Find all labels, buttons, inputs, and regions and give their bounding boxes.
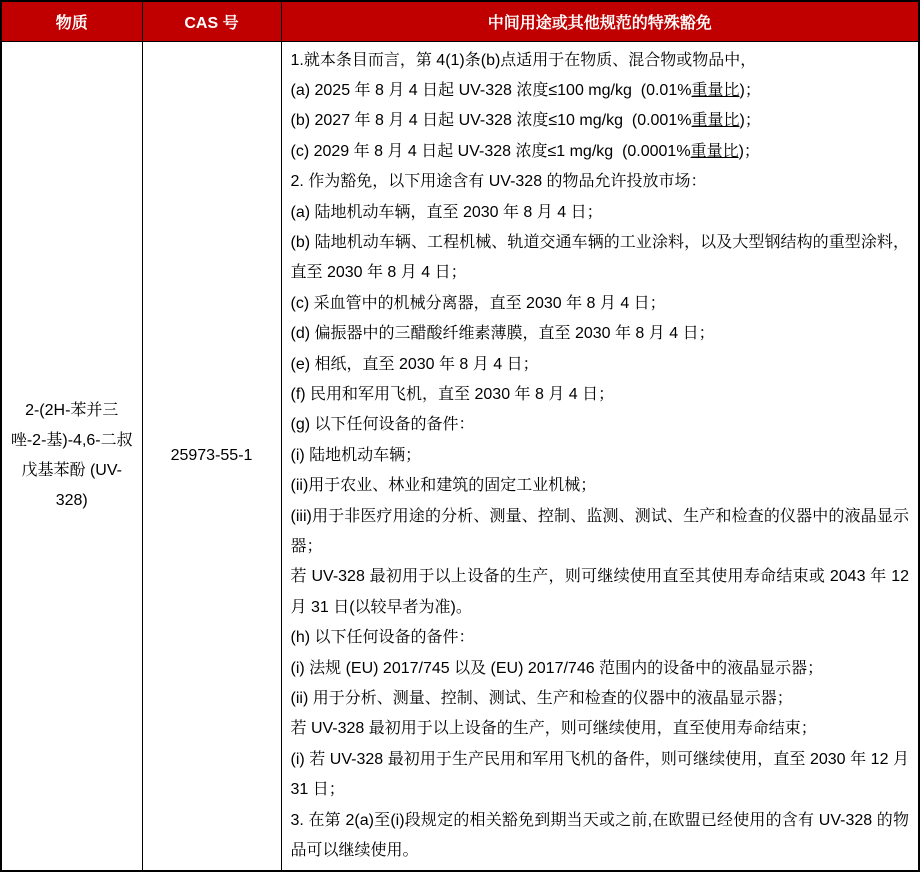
exemption-paragraph xyxy=(291,76,910,106)
text-run: )； xyxy=(739,112,761,130)
text-run: (iii)用于非医疗用途的分析、测量、控制、监测、测试、生产和检查的仪器中的液晶显示器； xyxy=(290,507,909,555)
text-run: 2. 作为豁免，以下用途含有 UV-328 的物品允许投放市场： xyxy=(290,173,707,191)
exemption-paragraph xyxy=(291,502,910,563)
text-run: (i) 法规 (EU) 2017/745 以及 (EU) 2017/746 范围内的设备中的液晶显示器； xyxy=(290,659,824,677)
exemption-paragraph xyxy=(291,46,910,76)
exemption-paragraph xyxy=(291,319,910,349)
exemption-paragraph xyxy=(291,623,910,653)
exemption-paragraph xyxy=(291,745,910,806)
exemption-paragraph xyxy=(291,350,910,380)
text-run: (b) 陆地机动车辆、工程机械、轨道交通车辆的工业涂料，以及大型钢结构的重型涂料，直至 2030 年 8 月 4 日； xyxy=(290,233,909,282)
text-run: (i) 陆地机动车辆； xyxy=(290,446,422,464)
text-run: (a) 2025 年 8 月 4 日起 UV-328 浓度≤100 mg/kg (0.01% xyxy=(290,81,692,99)
text-run: (c) 2029 年 8 月 4 日起 UV-328 浓度≤1 mg/kg (0.0001% xyxy=(290,142,691,160)
data-row xyxy=(1,41,919,871)
exemption-paragraph xyxy=(291,198,910,228)
underlined-text-run: 重量比 xyxy=(690,142,739,160)
exemption-paragraph xyxy=(291,106,910,136)
exemption-paragraph xyxy=(291,289,910,319)
text-run: (a) 陆地机动车辆，直至 2030 年 8 月 4 日； xyxy=(290,203,603,221)
exemption-paragraph xyxy=(291,714,910,744)
text-run: 若 UV-328 最初用于以上设备的生产，则可继续使用直至其使用寿命结束或 2043 年 12 月 31 日(以较早者为准)。 xyxy=(290,568,909,616)
text-run: )； xyxy=(739,81,761,99)
exemption-paragraph xyxy=(291,684,910,714)
exemption-paragraph xyxy=(291,441,910,471)
exemption-cell-content xyxy=(291,46,910,867)
header-cell-exemption: 中间用途或其他规范的特殊豁免 xyxy=(281,1,919,41)
text-run: (c) 采血管中的机械分离器，直至 2030 年 8 月 4 日； xyxy=(290,294,666,312)
cas-cell: 25973-55-1 xyxy=(142,41,281,871)
text-run: (b) 2027 年 8 月 4 日起 UV-328 浓度≤10 mg/kg (0.001% xyxy=(290,112,692,130)
text-run: (f) 民用和军用飞机，直至 2030 年 8 月 4 日； xyxy=(290,385,615,403)
substance-cell: 2-(2H-苯并三唑-2-基)-4,6-二叔戊基苯酚 (UV-328) xyxy=(1,41,142,871)
text-run: 1.就本条目而言，第 4(1)条(b)点适用于在物质、混合物或物品中， xyxy=(290,51,757,69)
text-run: (g) 以下任何设备的备件： xyxy=(290,416,475,434)
exemption-paragraph xyxy=(291,137,910,167)
text-run: 若 UV-328 最初用于以上设备的生产，则可继续使用，直至使用寿命结束； xyxy=(290,720,817,738)
text-run: 3. 在第 2(a)至(i)段规定的相关豁免到期当天或之前,在欧盟已经使用的含有 UV-328 的物品可以继续使用。 xyxy=(290,811,909,860)
underlined-text-run: 重量比 xyxy=(691,81,740,99)
exemption-paragraph xyxy=(291,806,910,867)
exemption-paragraph xyxy=(291,471,910,501)
underlined-text-run: 重量比 xyxy=(691,112,740,130)
exemption-paragraph xyxy=(291,562,910,623)
text-run: (d) 偏振器中的三醋酸纤维素薄膜，直至 2030 年 8 月 4 日； xyxy=(290,325,715,343)
exemption-paragraph xyxy=(291,654,910,684)
exemption-paragraph xyxy=(291,167,910,197)
text-run: (ii)用于农业、林业和建筑的固定工业机械； xyxy=(290,477,597,495)
exemption-paragraph xyxy=(291,228,910,289)
exemption-paragraph xyxy=(291,380,910,410)
text-run: (i) 若 UV-328 最初用于生产民用和军用飞机的备件，则可继续使用，直至 2030 年 12 月 31 日； xyxy=(290,750,909,799)
header-row xyxy=(1,1,919,41)
text-run: (ii) 用于分析、测量、控制、测试、生产和检查的仪器中的液晶显示器； xyxy=(290,690,793,708)
text-run: )； xyxy=(738,142,760,160)
header-cell-cas: CAS 号 xyxy=(142,1,281,41)
text-run: (h) 以下任何设备的备件： xyxy=(290,629,475,647)
text-run: (e) 相纸，直至 2030 年 8 月 4 日； xyxy=(290,355,539,373)
exemption-paragraph xyxy=(291,410,910,440)
exemption-cell xyxy=(281,41,919,871)
header-cell-substance: 物质 xyxy=(1,1,142,41)
